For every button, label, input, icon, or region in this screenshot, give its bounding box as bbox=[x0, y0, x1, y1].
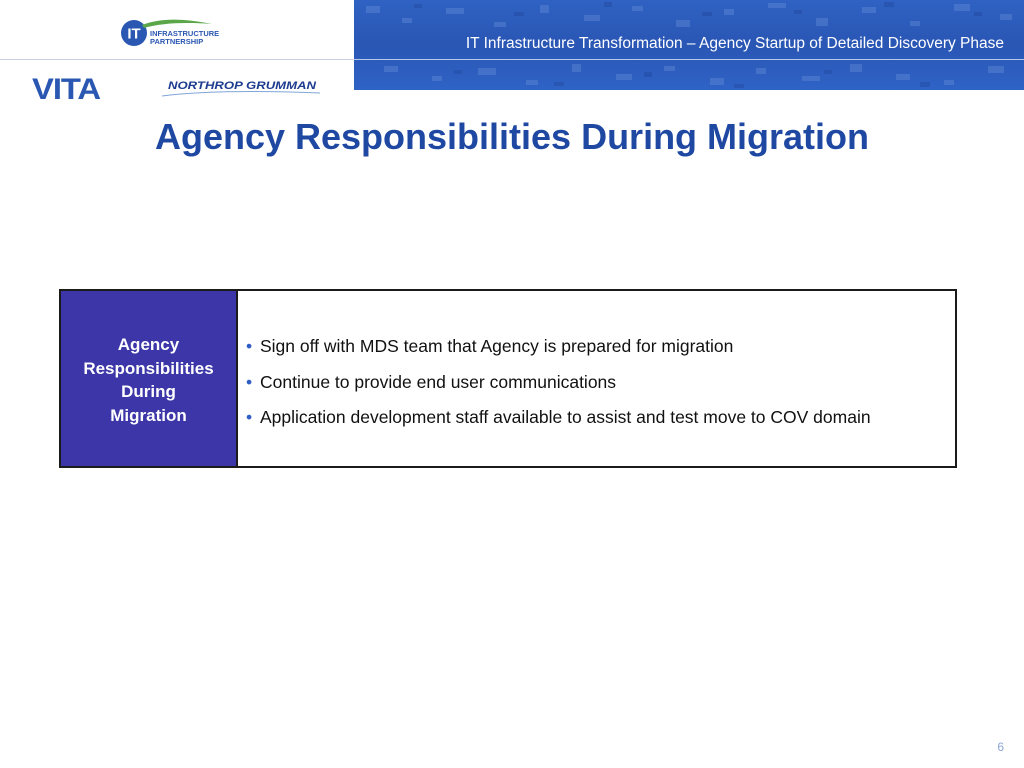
itp-logo-line1: INFRASTRUCTURE bbox=[150, 29, 220, 38]
label-line: Responsibilities bbox=[83, 358, 214, 378]
vita-logo bbox=[32, 74, 102, 102]
table-content-cell bbox=[238, 291, 955, 466]
label-line: Agency bbox=[117, 335, 180, 354]
page-number: 6 bbox=[997, 740, 1004, 754]
itp-logo-mark: IT bbox=[127, 25, 141, 43]
list-item bbox=[246, 334, 927, 358]
bullet-icon: • bbox=[246, 407, 253, 427]
northrop-grumman-logo bbox=[160, 76, 325, 98]
slide-title: Agency Responsibilities During Migration bbox=[154, 116, 870, 157]
list-item-text: Continue to provide end user communications bbox=[260, 371, 617, 392]
list-item-text: Sign off with MDS team that Agency is prepared for migration bbox=[260, 336, 734, 356]
label-line: Migration bbox=[110, 405, 187, 425]
list-item bbox=[246, 405, 927, 429]
label-line: During bbox=[121, 382, 176, 401]
bullet-icon: • bbox=[246, 336, 253, 356]
responsibilities-table bbox=[59, 289, 957, 468]
list-item-text: Application development staff available to assist and test move to COV domain bbox=[260, 407, 871, 427]
banner-title: IT Infrastructure Transformation – Agency Startup of Detailed Discovery Phase bbox=[465, 35, 1004, 52]
table-label-cell bbox=[61, 291, 238, 466]
header-banner bbox=[354, 0, 1024, 90]
itp-logo-line2: PARTNERSHIP bbox=[150, 37, 204, 46]
banner-divider bbox=[354, 59, 1024, 60]
bullet-icon: • bbox=[246, 371, 253, 392]
list-item bbox=[246, 370, 927, 394]
responsibilities-list bbox=[246, 334, 927, 429]
northrop-logo-text: NORTHROP GRUMMAN bbox=[168, 80, 318, 92]
header-divider bbox=[0, 59, 354, 60]
vita-logo-text: VITA bbox=[32, 74, 101, 102]
it-partnership-logo bbox=[120, 16, 220, 50]
